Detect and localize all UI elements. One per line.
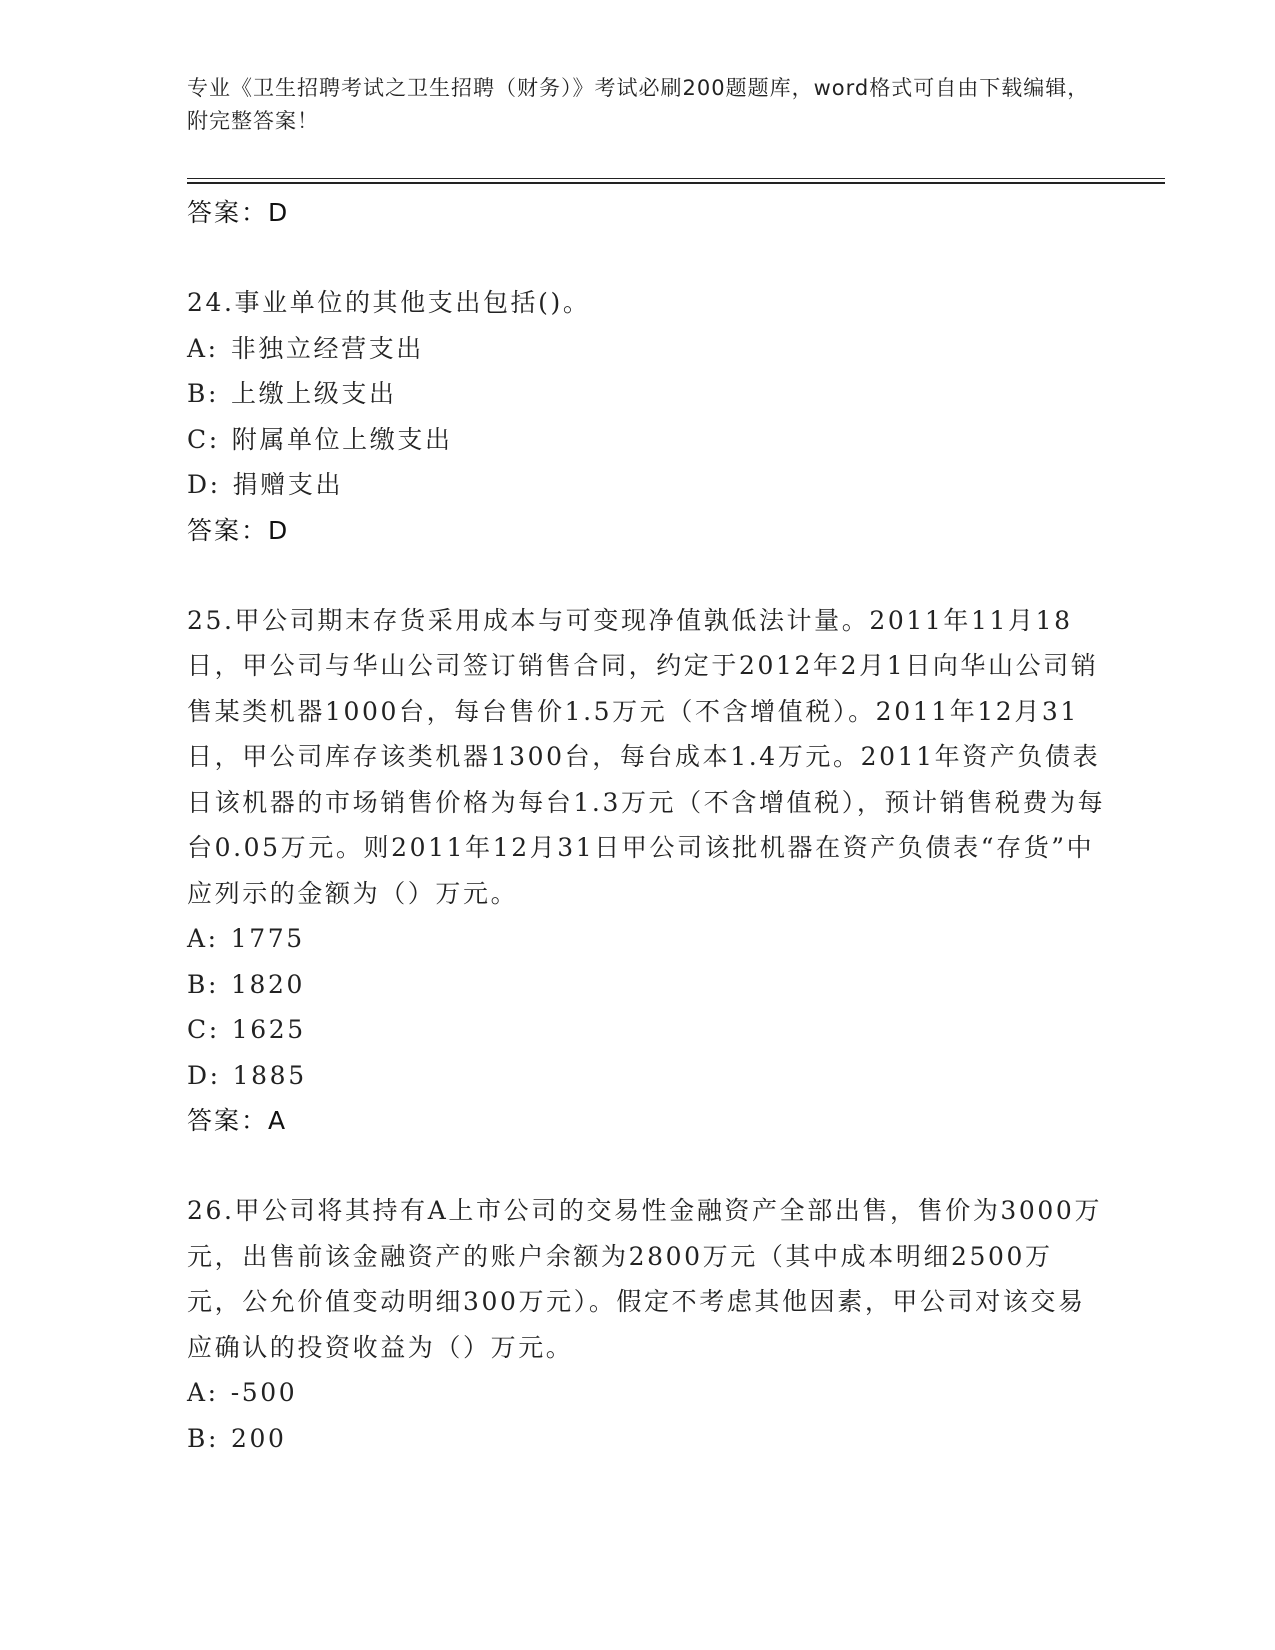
answer-line: 答案：D <box>187 515 290 545</box>
option-text: 附属单位上缴支出 <box>231 424 453 454</box>
header-divider <box>187 178 1165 179</box>
option-label: B: <box>187 379 219 408</box>
option-a <box>187 326 1107 372</box>
question-25 <box>187 598 1107 1145</box>
option-label: B: <box>187 969 219 999</box>
question-stem: 24.事业单位的其他支出包括()。 <box>187 288 591 317</box>
option-c <box>187 417 1107 463</box>
option-text: 捐赠支出 <box>232 470 344 499</box>
question-24 <box>187 280 1107 554</box>
option-label: A: <box>187 924 219 953</box>
option-label: B: <box>187 1423 219 1453</box>
answer-line: 答案：A <box>187 1106 288 1135</box>
option-text: 1885 <box>232 1060 307 1090</box>
page-header: 专业《卫生招聘考试之卫生招聘（财务）》考试必刷200题题库，word格式可自由下载编辑，附完整答案！ <box>187 76 1090 133</box>
question-26 <box>187 1188 1107 1461</box>
option-text: 1820 <box>231 969 306 999</box>
option-label: D: <box>187 1060 221 1090</box>
answer-line: 答案：D <box>187 198 290 227</box>
option-label: A: <box>187 1378 219 1407</box>
option-text: 1775 <box>230 924 305 953</box>
option-b <box>187 371 1107 417</box>
option-a <box>187 1370 1107 1416</box>
question-list <box>187 190 1107 1461</box>
option-label: D: <box>187 470 221 499</box>
option-text: 200 <box>231 1423 287 1453</box>
option-label: A: <box>187 333 219 363</box>
option-text: 非独立经营支出 <box>230 333 424 363</box>
option-d <box>187 1053 1107 1099</box>
option-d <box>187 462 1107 508</box>
option-b <box>187 1416 1107 1462</box>
option-text: 1625 <box>231 1015 306 1044</box>
option-label: C: <box>187 1015 220 1044</box>
option-label: C: <box>187 424 220 454</box>
question-stem: 26.甲公司将其持有A上市公司的交易性金融资产全部出售，售价为3000万元，出售前该金融资产的账户余额为2800万元（其中成本明细2500万元，公允价值变动明细300万元）。假定不考虑其他因素，甲公司对该交易应确认的投资收益为（）万元。 <box>187 1196 1103 1362</box>
header-divider-bold <box>187 182 1165 184</box>
option-text: 上缴上级支出 <box>231 379 397 408</box>
question-stem: 25.甲公司期末存货采用成本与可变现净值孰低法计量。2011年11月18日，甲公司与华山公司签订销售合同，约定于2012年2月1日向华山公司销售某类机器1000台，每台售价1.5万元（不含增值税）。2011年12月31日，甲公司库存该类机器1300台，每台成本1.4万元。2011年资产负债表日该机器的市场销售价格为每台1.3万元（不含增值税），预计销售税费为每台0.05万元。则2011年12月31日甲公司该批机器在资产负债表“存货”中应列示的金额为（）万元。 <box>187 605 1106 908</box>
option-text: -500 <box>230 1378 298 1407</box>
option-c <box>187 1007 1107 1053</box>
option-b <box>187 962 1107 1008</box>
option-a <box>187 916 1107 962</box>
